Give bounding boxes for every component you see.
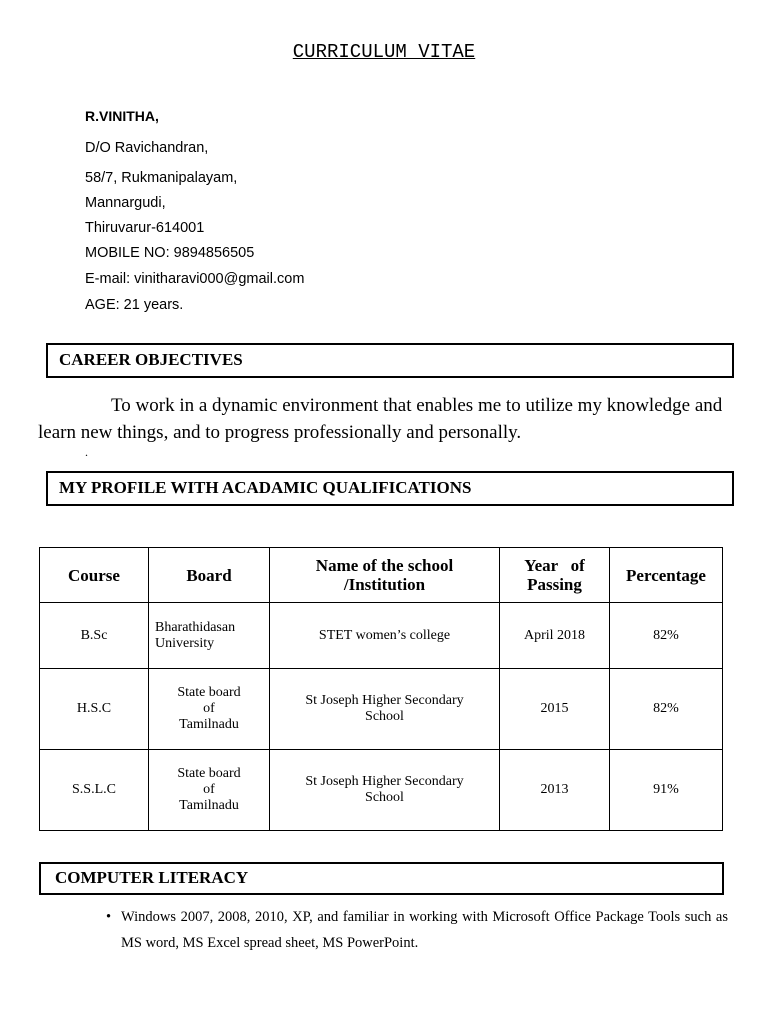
cell-school-line: School	[365, 709, 404, 724]
cell-year: 2013	[500, 750, 610, 831]
email-address: E-mail: vinitharavi000@gmail.com	[85, 271, 305, 287]
cell-school-line: School	[365, 790, 404, 805]
cell-board-line: of	[203, 782, 215, 797]
qualifications-table	[39, 547, 723, 831]
bullet-icon: •	[106, 909, 112, 925]
header-year	[500, 548, 610, 603]
cell-course: B.Sc	[40, 603, 149, 669]
cell-school	[270, 603, 500, 669]
table-row	[40, 750, 723, 831]
cell-year: April 2018	[500, 603, 610, 669]
cell-course: S.S.L.C	[40, 750, 149, 831]
cell-board-line: Bharathidasan	[155, 619, 236, 635]
header-year-line-1: Year of	[524, 556, 585, 575]
cell-board	[149, 669, 270, 750]
computer-literacy-heading: COMPUTER LITERACY	[39, 862, 724, 895]
cell-school-line: STET women’s college	[318, 627, 451, 643]
parent-line: D/O Ravichandran,	[85, 140, 209, 156]
career-objective-paragraph: To work in a dynamic environment that enables me to utilize my knowledge and learn new things, and to progress professionally and personally.	[38, 395, 723, 443]
cell-year: 2015	[500, 669, 610, 750]
cell-percentage: 82%	[610, 603, 723, 669]
list-item: Windows 2007, 2008, 2010, XP, and familiar in working with Microsoft Office Package Tools such as MS word, MS Excel spread sheet, MS PowerPoint.	[121, 909, 728, 951]
table-row	[40, 669, 723, 750]
cell-board	[149, 603, 270, 669]
header-course: Course	[40, 548, 149, 603]
cell-board-line: University	[155, 635, 215, 651]
cell-board-line: State board	[177, 766, 241, 781]
stray-dot: .	[85, 445, 88, 459]
candidate-name: R.VINITHA,	[85, 108, 159, 124]
header-percentage: Percentage	[610, 548, 723, 603]
cell-school	[270, 750, 500, 831]
mobile-number: MOBILE NO: 9894856505	[85, 245, 255, 261]
age: AGE: 21 years.	[85, 297, 184, 313]
career-objective-text	[38, 392, 738, 446]
profile-heading: MY PROFILE WITH ACADAMIC QUALIFICATIONS	[46, 471, 734, 506]
table-row	[40, 603, 723, 669]
header-year-line-2: Passing	[527, 575, 582, 594]
cell-percentage: 82%	[610, 669, 723, 750]
header-school-line-1: Name of the school	[315, 556, 454, 575]
table-header-row	[40, 548, 723, 603]
cell-board	[149, 750, 270, 831]
cell-board-line: of	[203, 701, 215, 716]
career-objectives-heading: CAREER OBJECTIVES	[46, 343, 734, 378]
header-board: Board	[149, 548, 270, 603]
header-school-line-2: /Institution	[343, 575, 426, 594]
cell-percentage: 91%	[610, 750, 723, 831]
computer-literacy-list	[100, 904, 728, 956]
cell-school	[270, 669, 500, 750]
address-line-1: 58/7, Rukmanipalayam,	[85, 170, 238, 186]
cell-school-line: St Joseph Higher Secondary	[305, 774, 464, 789]
cell-course: H.S.C	[40, 669, 149, 750]
cell-school-line: St Joseph Higher Secondary	[305, 693, 464, 708]
header-school	[270, 548, 500, 603]
cell-board-line: State board	[177, 685, 241, 700]
address-line-2: Mannargudi,	[85, 195, 166, 211]
cell-board-line: Tamilnadu	[179, 798, 239, 813]
cell-board-line: Tamilnadu	[179, 717, 239, 732]
address-line-3: Thiruvarur-614001	[85, 220, 205, 236]
document-title: CURRICULUM VITAE	[292, 41, 476, 63]
